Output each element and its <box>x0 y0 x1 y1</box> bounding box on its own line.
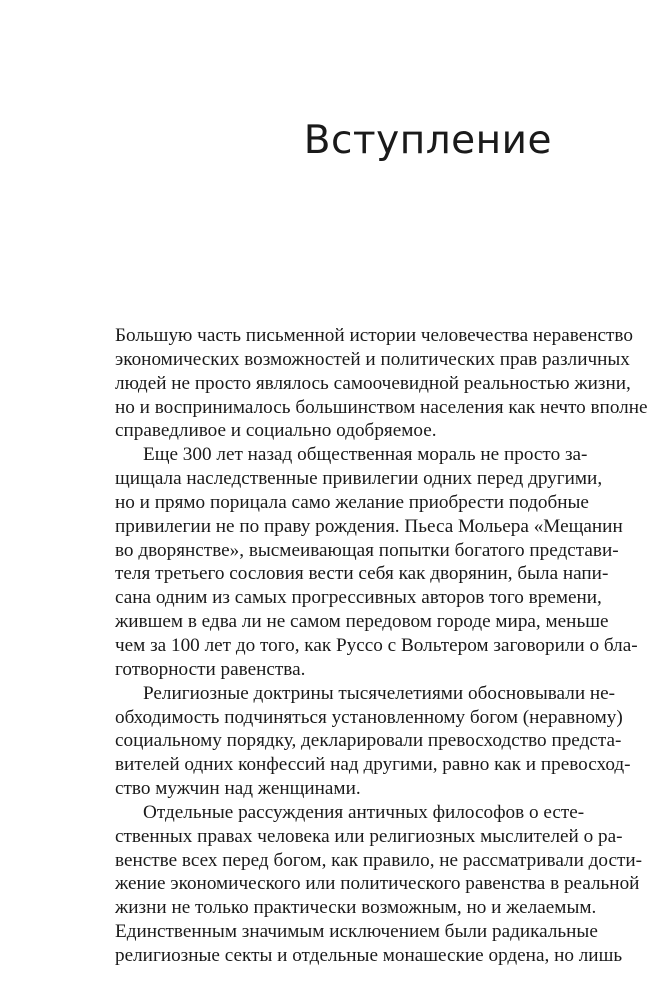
text-line: щищала наследственные привилегии одних перед другими, <box>115 468 603 490</box>
text-line: привилегии не по праву рождения. Пьеса Мольера «Мещанин <box>115 515 623 537</box>
text-line: жизни не только практически возможным, но и желаемым. <box>115 897 597 919</box>
text-line: Большую часть письменной истории человечества неравенство <box>115 325 633 346</box>
text-line: готворности равенства. <box>115 658 306 680</box>
text-line: но и прямо порицала само желание приобрести подобные <box>115 491 589 513</box>
text-line: Единственным значимым исключением были радикальные <box>115 921 598 943</box>
text-line: справедливое и социально одобряемое. <box>115 420 437 442</box>
text-line: но и воспринималось большинством населения как нечто вполне <box>115 396 648 418</box>
text-line: венстве всех перед богом, как правило, не рассматривали дости- <box>115 849 643 871</box>
text-line: Отдельные рассуждения античных философов о есте- <box>143 801 585 823</box>
body-text <box>115 324 648 968</box>
paragraph <box>115 443 638 681</box>
text-line: ственных правах человека или религиозных мыслителей о ра- <box>115 825 623 847</box>
text-line: жение экономического или политического равенства в реальной <box>115 873 640 895</box>
text-line: экономических возможностей и политических прав различных <box>115 348 630 370</box>
text-line: социальному порядку, декларировали превосходство предста- <box>115 730 622 752</box>
paragraph <box>115 801 643 968</box>
text-line: религиозные секты и отдельные монашеские ордена, но лишь <box>115 944 623 966</box>
text-line: ство мужчин над женщинами. <box>115 778 361 800</box>
text-line: вителей одних конфессий над другими, равно как и превосход- <box>115 754 631 776</box>
chapter-title: Вступление <box>303 118 552 163</box>
text-line: чем за 100 лет до того, как Руссо с Вольтером заговорили о бла- <box>115 634 638 656</box>
paragraph <box>115 324 648 443</box>
text-line: Религиозные доктрины тысячелетиями обосновывали не- <box>143 682 616 704</box>
paragraph <box>115 682 631 801</box>
text-line: жившем в едва ли не самом передовом городе мира, меньше <box>115 611 609 633</box>
text-line: во дворянстве», высмеивающая попытки богатого представи- <box>115 539 619 561</box>
text-line: обходимость подчиняться установленному богом (неравному) <box>115 706 623 728</box>
text-line: теля третьего сословия вести себя как дворянин, была напи- <box>115 563 609 585</box>
text-line: Еще 300 лет назад общественная мораль не просто за- <box>143 444 588 466</box>
text-line: людей не просто являлось самоочевидной реальностью жизни, <box>115 372 631 394</box>
text-line: сана одним из самых прогрессивных авторов того времени, <box>115 587 602 609</box>
